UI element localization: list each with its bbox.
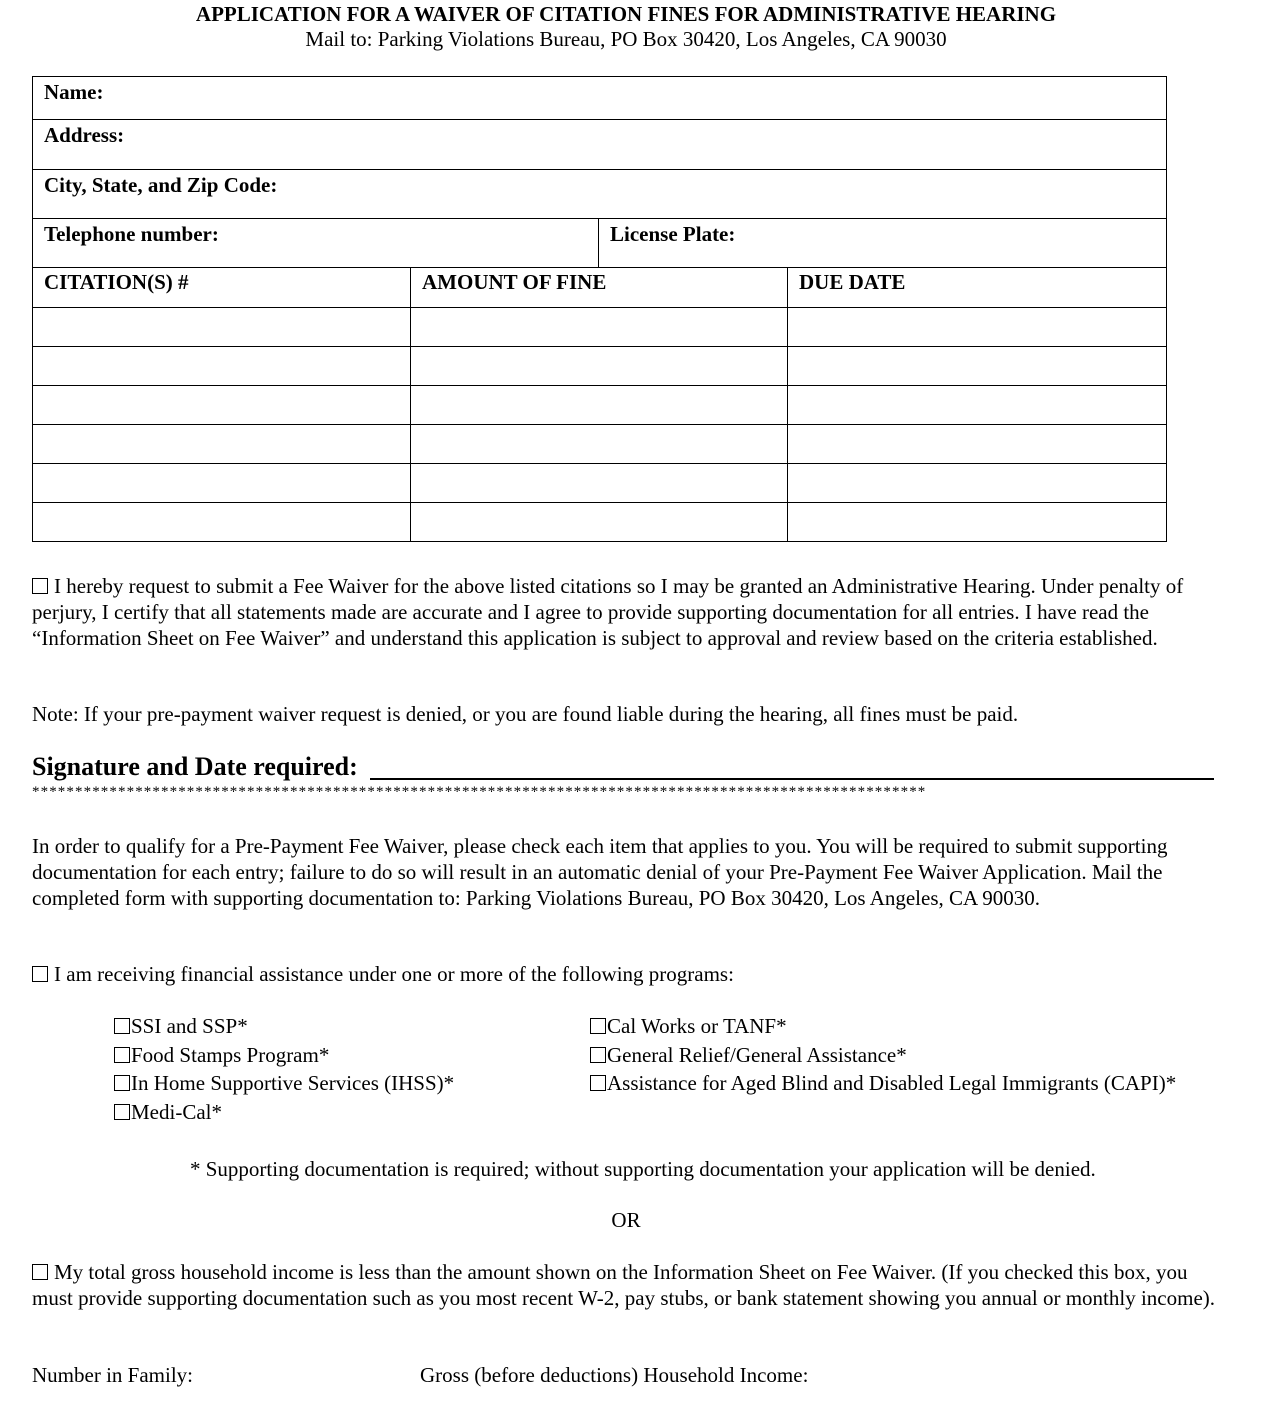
program-checkbox[interactable] (114, 1047, 130, 1063)
program-checkbox[interactable] (590, 1047, 606, 1063)
programs-left-list (114, 1012, 454, 1126)
table-row (33, 425, 1167, 464)
citations-header-row (33, 268, 1167, 308)
city-state-zip-field[interactable] (33, 170, 1167, 219)
program-item (114, 1012, 454, 1041)
table-row (33, 386, 1167, 425)
program-label: Cal Works or TANF* (607, 1014, 787, 1038)
license-plate-label: License Plate: (610, 222, 736, 246)
liability-note: Note: If your pre-payment waiver request is denied, or you are found liable during the hearing, all fines must be paid. (32, 702, 1019, 726)
program-checkbox[interactable] (590, 1075, 606, 1091)
address-field[interactable] (33, 120, 1167, 170)
or-divider: OR (611, 1208, 641, 1232)
applicant-info-table (32, 76, 1167, 268)
mailing-address: Mail to: Parking Violations Bureau, PO Box 30420, Los Angeles, CA 90030 (305, 27, 947, 51)
programs-right-list (590, 1012, 1176, 1098)
family-size-label: Number in Family: (32, 1363, 193, 1387)
telephone-label: Telephone number: (44, 222, 219, 246)
certification-statement (32, 573, 1192, 651)
citation-number-header: CITATION(S) # (33, 268, 411, 308)
program-checkbox[interactable] (114, 1018, 130, 1034)
license-plate-field[interactable] (599, 219, 1167, 268)
address-label: Address: (44, 123, 125, 147)
income-checkbox[interactable] (32, 1264, 48, 1280)
documentation-note: * Supporting documentation is required; without supporting documentation your application will be denied. (190, 1157, 1096, 1181)
amount-cell[interactable] (411, 503, 788, 542)
program-checkbox[interactable] (590, 1018, 606, 1034)
citation-number-cell[interactable] (33, 386, 411, 425)
amount-cell[interactable] (411, 464, 788, 503)
citation-number-cell[interactable] (33, 425, 411, 464)
telephone-field[interactable] (33, 219, 599, 268)
program-label: Assistance for Aged Blind and Disabled Legal Immigrants (CAPI)* (607, 1071, 1177, 1095)
due-date-cell[interactable] (788, 386, 1167, 425)
table-row (33, 308, 1167, 347)
amount-cell[interactable] (411, 425, 788, 464)
program-checkbox[interactable] (114, 1104, 130, 1120)
program-item (590, 1012, 1176, 1041)
program-label: Medi-Cal* (131, 1099, 222, 1124)
assistance-label: I am receiving financial assistance under one or more of the following programs: (54, 962, 734, 986)
amount-of-fine-header: AMOUNT OF FINE (411, 268, 788, 308)
certification-checkbox[interactable] (32, 578, 48, 594)
due-date-cell[interactable] (788, 464, 1167, 503)
name-label: Name: (44, 80, 104, 104)
due-date-cell[interactable] (788, 503, 1167, 542)
amount-cell[interactable] (411, 308, 788, 347)
assistance-checkbox[interactable] (32, 966, 48, 982)
qualification-instructions: In order to qualify for a Pre-Payment Fee Waiver, please check each item that applies to you. You will be required to submit supporting documentation for each entry; failure to do so will result in an automatic denial of your Pre-Payment Fee Waiver Application. Mail the completed form with supporting documentation to: Parking Violations Bureau, PO Box 30420, Los Angeles, CA 90030. (32, 834, 1168, 910)
citation-number-cell[interactable] (33, 503, 411, 542)
program-item (114, 1041, 454, 1070)
gross-income-label: Gross (before deductions) Household Income: (420, 1363, 809, 1387)
program-label: General Relief/General Assistance* (607, 1042, 907, 1067)
form-title: APPLICATION FOR A WAIVER OF CITATION FINES FOR ADMINISTRATIVE HEARING (195, 2, 1057, 26)
due-date-cell[interactable] (788, 308, 1167, 347)
citations-table (32, 267, 1167, 542)
table-row (33, 464, 1167, 503)
income-option (32, 1259, 1222, 1311)
certification-text: I hereby request to submit a Fee Waiver for the above listed citations so I may be granted an Administrative Hearing. Under penalty of perjury, I certify that all statements made are accurate and I agree to provide supporting documentation for all entries. I have read the “Information Sheet on Fee Waiver” and understand this application is subject to approval and review based on the criteria established. (32, 574, 1184, 650)
program-label: SSI and SSP* (131, 1014, 248, 1038)
amount-cell[interactable] (411, 347, 788, 386)
assistance-option (32, 961, 1192, 987)
city-state-zip-label: City, State, and Zip Code: (44, 173, 278, 197)
citation-number-cell[interactable] (33, 347, 411, 386)
program-item (590, 1069, 1176, 1098)
citation-number-cell[interactable] (33, 464, 411, 503)
amount-cell[interactable] (411, 386, 788, 425)
program-item (590, 1041, 1176, 1070)
program-item (114, 1098, 454, 1127)
due-date-header: DUE DATE (788, 268, 1167, 308)
due-date-cell[interactable] (788, 425, 1167, 464)
program-label: In Home Supportive Services (IHSS)* (131, 1071, 455, 1095)
program-item (114, 1069, 454, 1098)
table-row (33, 347, 1167, 386)
program-checkbox[interactable] (114, 1075, 130, 1091)
income-text: My total gross household income is less than the amount shown on the Information Sheet on Fee Waiver. (If you checked this box, you must provide supporting documentation such as you most recent W-2, pay stubs, or bank statement showing you annual or monthly income). (32, 1260, 1216, 1310)
program-label: Food Stamps Program* (131, 1042, 330, 1067)
name-field[interactable] (33, 77, 1167, 120)
citation-number-cell[interactable] (33, 308, 411, 347)
signature-line[interactable] (370, 778, 1214, 780)
signature-label: Signature and Date required: (32, 752, 358, 781)
section-separator: ******************************************************************************************************** (32, 784, 927, 800)
due-date-cell[interactable] (788, 347, 1167, 386)
table-row (33, 503, 1167, 542)
